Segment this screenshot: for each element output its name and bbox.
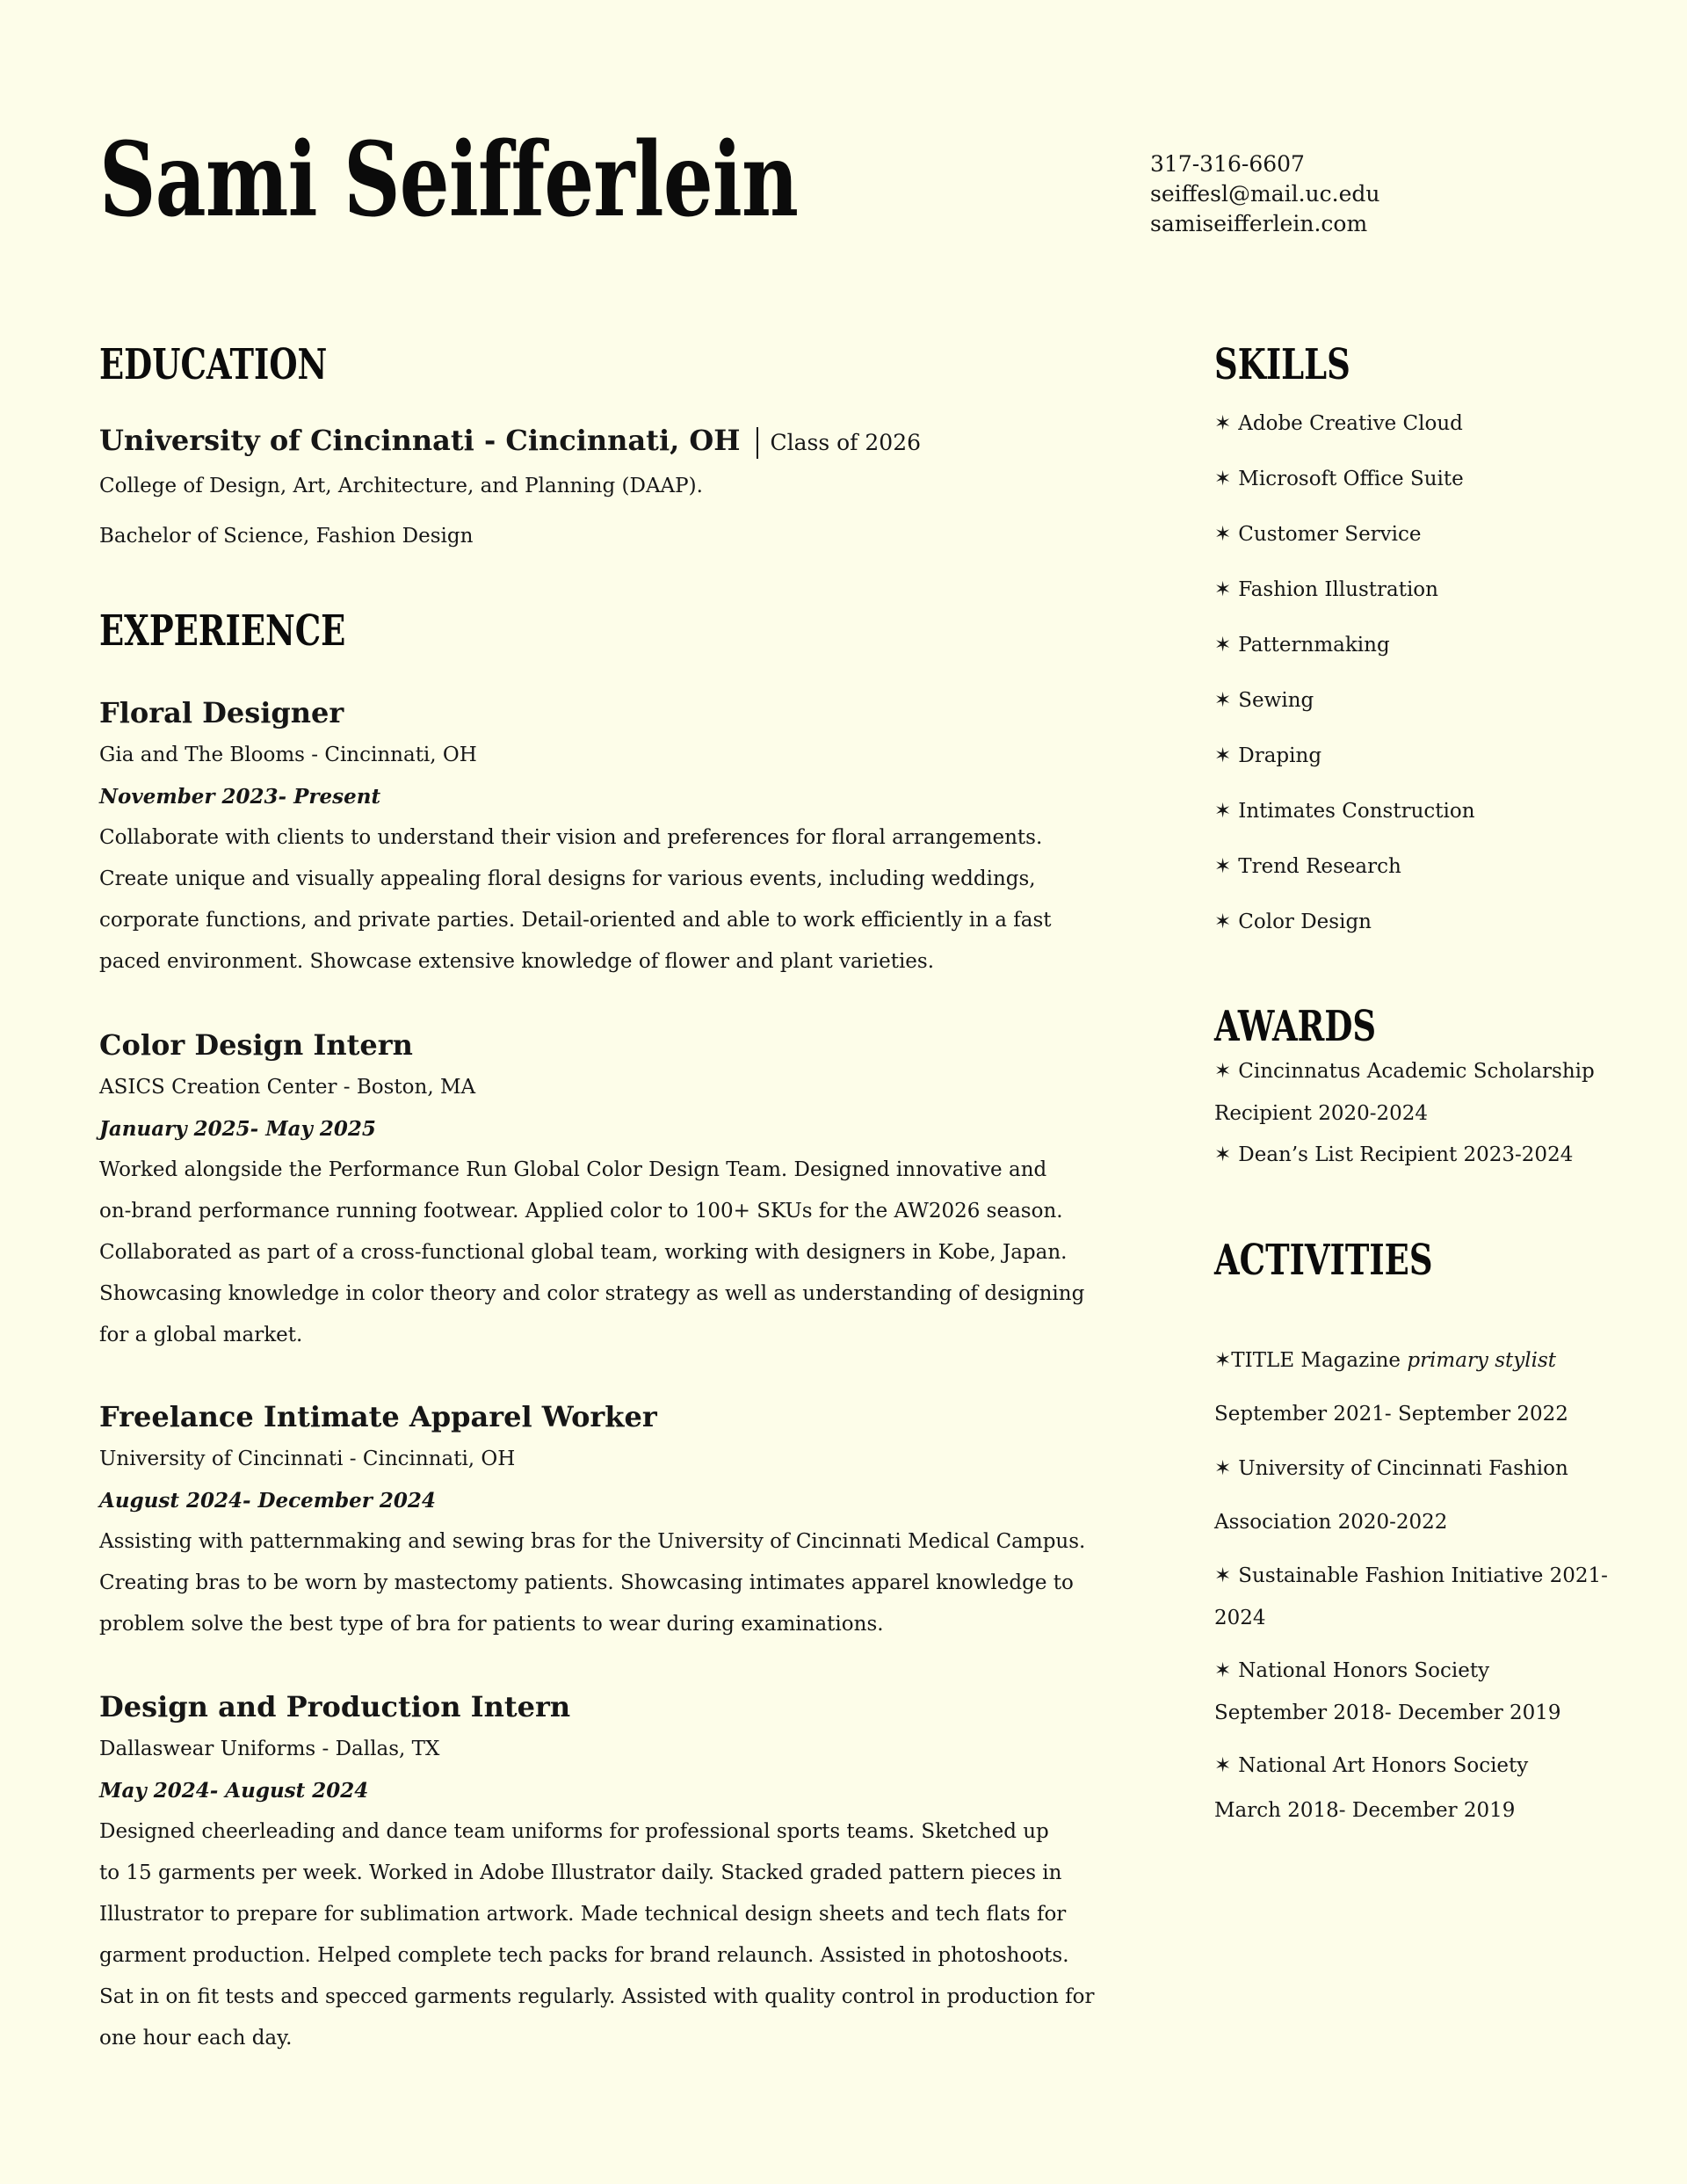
activity-date: March 2018- December 2019 bbox=[1214, 1799, 1516, 1822]
job-title: Floral Designer bbox=[99, 696, 344, 729]
activity-date: September 2021- September 2022 bbox=[1214, 1403, 1568, 1426]
star-bullet-icon: ✶ bbox=[1214, 1060, 1232, 1083]
job-entry bbox=[99, 691, 1052, 983]
star-bullet-icon: ✶ bbox=[1214, 744, 1232, 767]
skills-heading: SKILLS bbox=[1214, 340, 1350, 389]
job-description-line: problem solve the best type of bra for patients to wear during examinations. bbox=[99, 1613, 884, 1636]
job-description-line: Showcasing knowledge in color theory and color strategy as well as understanding of designing bbox=[99, 1282, 1085, 1305]
star-bullet-icon: ✶ bbox=[1214, 800, 1232, 823]
activities-heading: ACTIVITIES bbox=[1214, 1236, 1433, 1285]
star-bullet-icon: ✶ bbox=[1214, 1143, 1232, 1166]
experience-heading: EXPERIENCE bbox=[99, 606, 346, 656]
skill-item: ✶ Microsoft Office Suite bbox=[1214, 468, 1464, 490]
job-entry bbox=[99, 1023, 1084, 1356]
award-item: ✶ Cincinnatus Academic Scholarship bbox=[1214, 1060, 1595, 1083]
skill-item: ✶ Intimates Construction bbox=[1214, 800, 1475, 823]
skill-item: ✶ Trend Research bbox=[1214, 855, 1401, 878]
job-company: ASICS Creation Center - Boston, MA bbox=[99, 1076, 476, 1099]
job-description-line: corporate functions, and private parties. Detail-oriented and able to work efficiently in a fast bbox=[99, 909, 1052, 932]
job-description-line: Collaborated as part of a cross-functional global team, working with designers in Kobe, Japan. bbox=[99, 1241, 1068, 1264]
star-bullet-icon: ✶ bbox=[1214, 1659, 1232, 1682]
job-description-line: paced environment. Showcase extensive knowledge of flower and plant varieties. bbox=[99, 950, 935, 973]
college: College of Design, Art, Architecture, and Planning (DAAP). bbox=[99, 475, 703, 497]
activity-date: Association 2020-2022 bbox=[1214, 1511, 1448, 1534]
job-title: Color Design Intern bbox=[99, 1028, 413, 1062]
job-company: Dallaswear Uniforms - Dallas, TX bbox=[99, 1738, 440, 1760]
award-item-cont: Recipient 2020-2024 bbox=[1214, 1102, 1429, 1125]
education-heading: EDUCATION bbox=[99, 340, 328, 389]
job-description-line: Collaborate with clients to understand their vision and preferences for floral arrangements. bbox=[99, 826, 1043, 849]
job-company: University of Cincinnati - Cincinnati, OH bbox=[99, 1448, 516, 1470]
skill-item: ✶ Sewing bbox=[1214, 689, 1314, 712]
job-company: Gia and The Blooms - Cincinnati, OH bbox=[99, 744, 477, 766]
job-description-line: Illustrator to prepare for sublimation artwork. Made technical design sheets and tech flats for bbox=[99, 1903, 1067, 1926]
job-dates: November 2023- Present bbox=[99, 785, 381, 809]
resume-name: Sami Seifferlein bbox=[99, 120, 799, 240]
star-bullet-icon: ✶ bbox=[1214, 1349, 1232, 1372]
phone: 317-316-6607 bbox=[1150, 151, 1305, 177]
star-bullet-icon: ✶ bbox=[1214, 855, 1232, 878]
email: seiffesl@mail.uc.edu bbox=[1150, 181, 1380, 207]
contact-info bbox=[1150, 149, 1380, 239]
job-description-line: Worked alongside the Performance Run Global Color Design Team. Designed innovative and bbox=[99, 1158, 1047, 1181]
job-entry bbox=[99, 1395, 1085, 1645]
job-entry bbox=[99, 1685, 1095, 2059]
activity-item: ✶ University of Cincinnati Fashion bbox=[1214, 1457, 1568, 1480]
job-description-line: to 15 garments per week. Worked in Adobe Illustrator daily. Stacked graded pattern pieces in bbox=[99, 1861, 1062, 1884]
class-year: Class of 2026 bbox=[770, 430, 922, 455]
job-description-line: Assisting with patternmaking and sewing bras for the University of Cincinnati Medical Campus. bbox=[99, 1530, 1086, 1553]
education-block bbox=[99, 418, 921, 562]
award-item: ✶ Dean’s List Recipient 2023-2024 bbox=[1214, 1143, 1574, 1166]
job-title: Design and Production Intern bbox=[99, 1690, 571, 1723]
skill-item: ✶ Fashion Illustration bbox=[1214, 578, 1438, 601]
job-description-line: Create unique and visually appealing floral designs for various events, including weddings, bbox=[99, 867, 1036, 890]
website: samiseifferlein.com bbox=[1150, 211, 1368, 236]
awards-heading: AWARDS bbox=[1214, 1002, 1377, 1051]
star-bullet-icon: ✶ bbox=[1214, 911, 1232, 933]
star-bullet-icon: ✶ bbox=[1214, 634, 1232, 657]
job-dates: January 2025- May 2025 bbox=[99, 1117, 376, 1141]
star-bullet-icon: ✶ bbox=[1214, 1564, 1232, 1587]
star-bullet-icon: ✶ bbox=[1214, 1457, 1232, 1480]
job-title: Freelance Intimate Apparel Worker bbox=[99, 1400, 657, 1433]
star-bullet-icon: ✶ bbox=[1214, 1754, 1232, 1777]
job-dates: May 2024- August 2024 bbox=[99, 1779, 369, 1803]
activity-item: ✶TITLE Magazine primary stylist bbox=[1214, 1349, 1557, 1372]
skill-item: ✶ Patternmaking bbox=[1214, 634, 1390, 657]
skill-item: ✶ Color Design bbox=[1214, 911, 1372, 933]
job-description-line: Sat in on fit tests and specced garments regularly. Assisted with quality control in production for bbox=[99, 1985, 1095, 2008]
skills-list bbox=[1214, 403, 1475, 957]
activity-date: 2024 bbox=[1214, 1607, 1266, 1629]
job-description-line: Designed cheerleading and dance team uniforms for professional sports teams. Sketched up bbox=[99, 1820, 1049, 1843]
star-bullet-icon: ✶ bbox=[1214, 412, 1232, 435]
school: University of Cincinnati - Cincinnati, OH bbox=[99, 424, 741, 457]
job-description-line: for a global market. bbox=[99, 1324, 303, 1346]
star-bullet-icon: ✶ bbox=[1214, 523, 1232, 546]
activity-item: ✶ National Art Honors Society bbox=[1214, 1754, 1529, 1777]
skill-item: ✶ Draping bbox=[1214, 744, 1322, 767]
school-line bbox=[99, 418, 921, 465]
skill-item: ✶ Adobe Creative Cloud bbox=[1214, 412, 1463, 435]
job-description-line: on-brand performance running footwear. Applied color to 100+ SKUs for the AW2026 season. bbox=[99, 1200, 1063, 1223]
activity-date: September 2018- December 2019 bbox=[1214, 1701, 1561, 1724]
job-description-line: one hour each day. bbox=[99, 2027, 293, 2050]
star-bullet-icon: ✶ bbox=[1214, 689, 1232, 712]
star-bullet-icon: ✶ bbox=[1214, 578, 1232, 601]
job-description-line: garment production. Helped complete tech packs for brand relaunch. Assisted in photoshoots. bbox=[99, 1944, 1069, 1967]
divider bbox=[757, 427, 758, 459]
degree: Bachelor of Science, Fashion Design bbox=[99, 525, 474, 548]
job-description-line: Creating bras to be worn by mastectomy patients. Showcasing intimates apparel knowledge to bbox=[99, 1571, 1074, 1594]
job-dates: August 2024- December 2024 bbox=[99, 1489, 436, 1513]
activity-item: ✶ Sustainable Fashion Initiative 2021- bbox=[1214, 1564, 1608, 1587]
activity-item: ✶ National Honors Society bbox=[1214, 1659, 1490, 1682]
star-bullet-icon: ✶ bbox=[1214, 468, 1232, 490]
skill-item: ✶ Customer Service bbox=[1214, 523, 1422, 546]
